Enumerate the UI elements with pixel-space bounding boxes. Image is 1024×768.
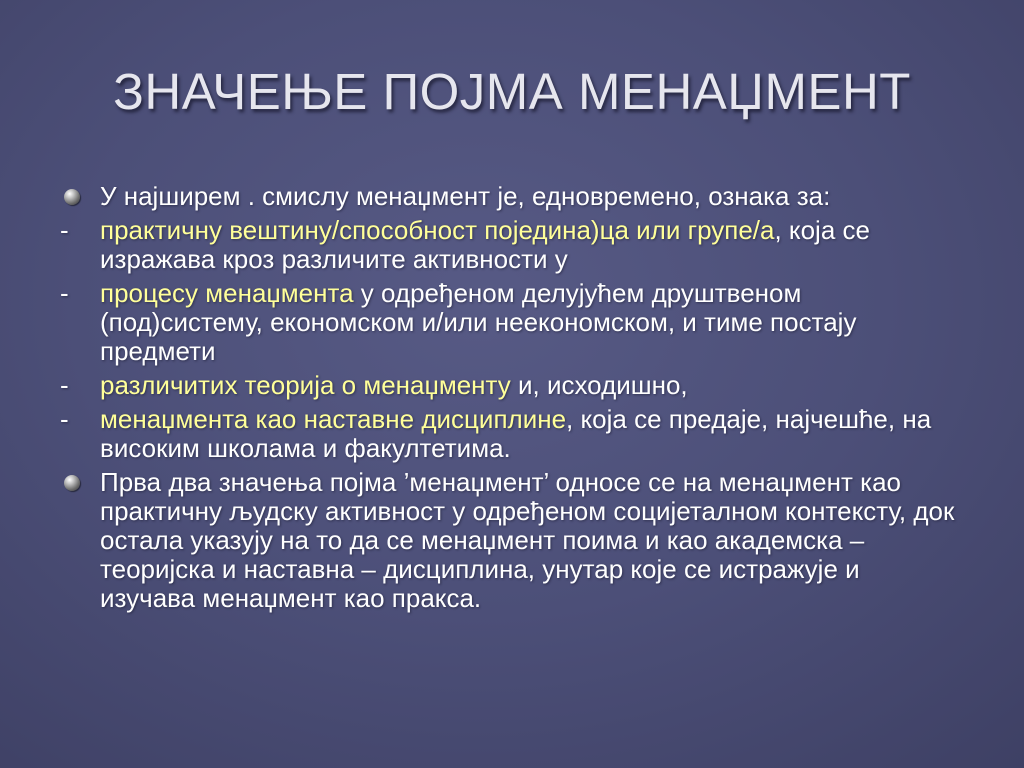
item-text: , која се предаје, најчешће, на високим школама и факултетима.	[100, 404, 932, 463]
item-highlight: практичну вештину/способност појединa)ца или групе/а	[100, 215, 775, 245]
dash-marker: -	[60, 215, 69, 245]
sphere-bullet-icon	[64, 189, 80, 205]
item-highlight: менаџмента као наставне дисциплине	[100, 404, 567, 434]
dash-marker: -	[60, 278, 69, 308]
item-text: У најширем . смислу менаџмент је, едновремено, ознака за:	[100, 181, 831, 211]
dash-item-3	[60, 371, 960, 400]
item-text: и, исходишно,	[510, 370, 688, 400]
dash-item-4	[60, 405, 960, 463]
sphere-bullet-icon	[64, 475, 80, 491]
item-text: у одређеном делујућем друштвеном (под)систему, економском и/или неекономском, и тиме постају предмети	[100, 278, 857, 366]
item-highlight: процесу менаџмента	[100, 278, 354, 308]
slide-title: ЗНАЧЕЊЕ ПОЈМА МЕНАЏМЕНТ	[113, 63, 911, 120]
item-text: Прва два значења појма ’менаџмент’ односе се на менаџмент као практичну људску активност у одређеном социјеталном контексту, док остала указују на то да се менаџмент поима и као академска – теоријска и наставна – дисциплина, унутар које се истражује и изучава менаџмент као пракса.	[100, 467, 955, 613]
dash-marker: -	[60, 370, 69, 400]
item-text: , која се изражава кроз различите активности у	[100, 215, 870, 274]
item-highlight: различитих теорија о менаџменту	[100, 370, 511, 400]
dash-item-2	[60, 279, 960, 366]
bullet-item-1	[60, 182, 960, 211]
dash-marker: -	[60, 404, 69, 434]
slide-body	[60, 182, 960, 618]
bullet-item-2	[60, 468, 960, 613]
dash-item-1	[60, 216, 960, 274]
